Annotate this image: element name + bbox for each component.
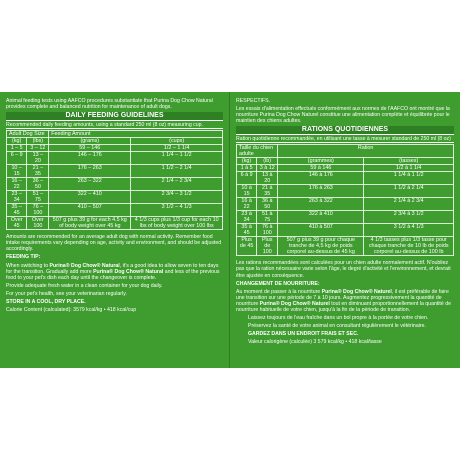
table-cell: 23 à 34 (237, 211, 257, 224)
table-cell: 1 1/4 à 1 1/2 (364, 172, 454, 185)
change-text (236, 289, 454, 313)
table-cell: 1/2 – 1 1/4 (131, 145, 223, 152)
table-cell: 322 – 410 (49, 191, 131, 204)
table-cell: 1/2 à 1 1/4 (364, 165, 454, 172)
tip-text: When switching to (6, 262, 50, 269)
group-amount-header: Feeding Amount (49, 131, 223, 138)
respect-text: RESPECTIFS. (236, 98, 271, 104)
brand-name: Purina® Dog Chow® Naturel (321, 288, 392, 295)
table-cell: 507 g plus 39 g pour chaque tranche de 4,5 kg de poids corporel au-dessus de 45 kg (278, 237, 364, 256)
table-cell: 10 – 15 (7, 165, 27, 178)
table-cell: Over 45 (7, 217, 27, 230)
water-text-fr: Laissez toujours de l'eau fraîche dans un bol propre à la portée de votre chien. (248, 315, 429, 322)
table-cell: 1 à 5 (237, 165, 257, 172)
feeding-tip-text (6, 263, 223, 281)
table-cell: 2 3/4 à 3 1/2 (364, 211, 454, 224)
table-cell: 76 à 100 (257, 224, 278, 237)
rations-table (236, 144, 454, 256)
table-cell: 1 1/2 – 2 1/4 (131, 165, 223, 178)
col-header: (lbs) (27, 138, 49, 145)
table-row (237, 165, 454, 172)
table-row (7, 165, 223, 178)
intro-text: Animal feeding tests using AAFCO procedures substantiate that Purina Dog Chow Natural provides complete and balanced nutrition for maintenance of adult dogs. (6, 98, 213, 111)
table-cell: 1 – 5 (7, 145, 27, 152)
table-cell: 16 à 22 (237, 198, 257, 211)
table-cell: 10 à 15 (237, 185, 257, 198)
table-cell: 4 1/3 cups plus 1/3 cup for each 10 lbs of body weight over 100 lbs (131, 217, 223, 230)
tip-text: and less of the previous food to your pet's dish each day until the changeover is complete. (6, 268, 220, 281)
change-part: Au moment de passer à la nourriture (236, 288, 322, 295)
table-cell: 176 à 263 (278, 185, 364, 198)
table-cell: 13 à 20 (257, 172, 278, 185)
table-column-header (7, 138, 223, 145)
calorie-text-fr: Valeur calorigène (calculée) 3 579 kcal/kg • 418 kcal/tasse (248, 339, 382, 346)
feeding-tip-heading: FEEDING TIP: (6, 254, 41, 261)
english-panel (0, 92, 229, 368)
french-panel (230, 92, 460, 368)
table-cell: 263 à 322 (278, 198, 364, 211)
water-text: Provide adequate fresh water in a clean container for your dog daily. (6, 282, 163, 289)
table-cell: 35 – 45 (7, 204, 27, 217)
rations-subheading: Ration quotidienne recommandée, en utilisant une tasse à mesurer standard de 250 ml (8 oz) (236, 136, 454, 143)
col-header: (tasses) (364, 158, 454, 165)
table-cell: 322 à 410 (278, 211, 364, 224)
table-cell: 3 1/2 – 4 1/3 (131, 204, 223, 217)
table-group-header (237, 145, 454, 158)
table-row (7, 178, 223, 191)
table-group-header (7, 131, 223, 138)
table-cell: 1 1/2 à 2 1/4 (364, 185, 454, 198)
storage-text-fr: GARDEZ DANS UN ENDROIT FRAIS ET SEC. (248, 331, 359, 338)
group-amount-header: Ration (278, 145, 454, 158)
table-row (7, 152, 223, 165)
table-row (237, 224, 454, 237)
amounts-note: Amounts are recommended for an average adult dog with normal activity. Remember food intake requirements vary depending on age, activity and environment, and should be adjusted accordingly. (6, 234, 222, 253)
table-row (7, 145, 223, 152)
table-cell: 21 – 35 (27, 165, 49, 178)
table-cell: 507 g plus 39 g for each 4.5 kg of body weight over 45 kg (49, 217, 131, 230)
table-cell: 51 – 75 (27, 191, 49, 204)
table-cell: 2 1/4 – 2 3/4 (131, 178, 223, 191)
rations-note: Les rations recommandées sont calculées pour un chien adulte normalement actif. N'oubliez pas que la ration nécessaire varie selon l'âge, le degré d'activité et l'environnement, et devrait être ajustée en conséquence. (236, 260, 451, 279)
col-header: (grams) (49, 138, 131, 145)
col-header: (kg) (237, 158, 257, 165)
storage-text: STORE IN A COOL, DRY PLACE. (6, 299, 86, 306)
group-size-header: Adult Dog Size (7, 131, 49, 138)
change-part: tout en diminuant proportionnellement la quantité de nourriture habituelle de votre chien, jusqu'à la fin de la période de transition. (236, 300, 451, 314)
table-cell: Plus de 45 (237, 237, 257, 256)
table-row (237, 185, 454, 198)
table-cell: 1 1/4 – 1 1/2 (131, 152, 223, 165)
col-header: (lb) (257, 158, 278, 165)
table-cell: 2 3/4 – 3 1/2 (131, 191, 223, 204)
table-cell: 146 – 176 (49, 152, 131, 165)
table-cell: 59 – 146 (49, 145, 131, 152)
table-cell: 35 à 45 (237, 224, 257, 237)
brand-name: Purina® Dog Chow® Naturel (259, 300, 330, 307)
table-cell: 3 1/2 à 4 1/3 (364, 224, 454, 237)
table-cell: 3 – 12 (27, 145, 49, 152)
table-row (7, 191, 223, 204)
table-row (7, 217, 223, 230)
table-cell: 36 à 50 (257, 198, 278, 211)
feeding-table (6, 130, 223, 230)
brand-name: Purina® Dog Chow® Natural (93, 268, 164, 275)
col-header: (kg) (7, 138, 27, 145)
col-header: (cups) (131, 138, 223, 145)
vet-text-fr: Préservez la santé de votre animal en consultant régulièrement le vétérinaire. (248, 323, 426, 330)
brand-name: Purina® Dog Chow® Natural (49, 262, 120, 269)
table-row (237, 198, 454, 211)
table-cell: 3 à 12 (257, 165, 278, 172)
table-cell: 23 – 34 (7, 191, 27, 204)
feeding-subheading: Recommended daily feeding amounts, using a standard 250 ml (8 oz) measuring cup. (6, 122, 223, 129)
table-cell: 21 à 35 (257, 185, 278, 198)
table-column-header (237, 158, 454, 165)
intro-text-fr: Les essais d'alimentation effectués conformément aux normes de l'AAFCO ont montré que la nourriture Purina Dog Chow Naturel constitue une alimentation complète et équilibrée pour le maintien des chiens adultes. (236, 106, 450, 125)
table-cell: 59 à 146 (278, 165, 364, 172)
table-cell: 6 – 9 (7, 152, 27, 165)
table-cell: 13 – 20 (27, 152, 49, 165)
change-heading: CHANGEMENT DE NOURRITURE: (236, 280, 320, 287)
rations-heading: RATIONS QUOTIDIENNES (236, 126, 454, 135)
table-cell: 6 à 9 (237, 172, 257, 185)
table-cell: 2 1/4 à 2 3/4 (364, 198, 454, 211)
table-cell: 410 à 507 (278, 224, 364, 237)
table-row (237, 237, 454, 256)
table-cell: 36 – 50 (27, 178, 49, 191)
table-cell: Over 100 (27, 217, 49, 230)
table-cell: 51 à 75 (257, 211, 278, 224)
tip-text: , it's a good idea to allow seven to ten days for the transition. Gradually add more (6, 262, 219, 275)
calorie-text: Calorie Content (calculated): 3579 kcal/kg • 418 kcal/cup (6, 307, 137, 314)
table-cell: 410 – 507 (49, 204, 131, 217)
vet-text: For your pet's health, see your veterinarian regularly. (6, 290, 127, 297)
table-cell: 176 – 263 (49, 165, 131, 178)
table-cell: 76 – 100 (27, 204, 49, 217)
table-row (237, 172, 454, 185)
table-cell: 4 1/3 tasses plus 1/3 tasse pour chaque tranche de 10 lb de poids corporel au-dessus de 100 lb (364, 237, 454, 256)
table-row (7, 204, 223, 217)
group-size-header: Taille du chien adulte (237, 145, 278, 158)
change-part: , il est préférable de faire une transition sur une période de 7 à 10 jours. Augmentez progressivement la quantité de nourriture (236, 288, 449, 307)
col-header: (grammes) (278, 158, 364, 165)
table-cell: Plus de 100 (257, 237, 278, 256)
feeding-guidelines-heading: DAILY FEEDING GUIDELINES (6, 112, 223, 121)
table-cell: 146 à 176 (278, 172, 364, 185)
table-cell: 263 – 322 (49, 178, 131, 191)
table-row (237, 211, 454, 224)
table-cell: 16 – 22 (7, 178, 27, 191)
